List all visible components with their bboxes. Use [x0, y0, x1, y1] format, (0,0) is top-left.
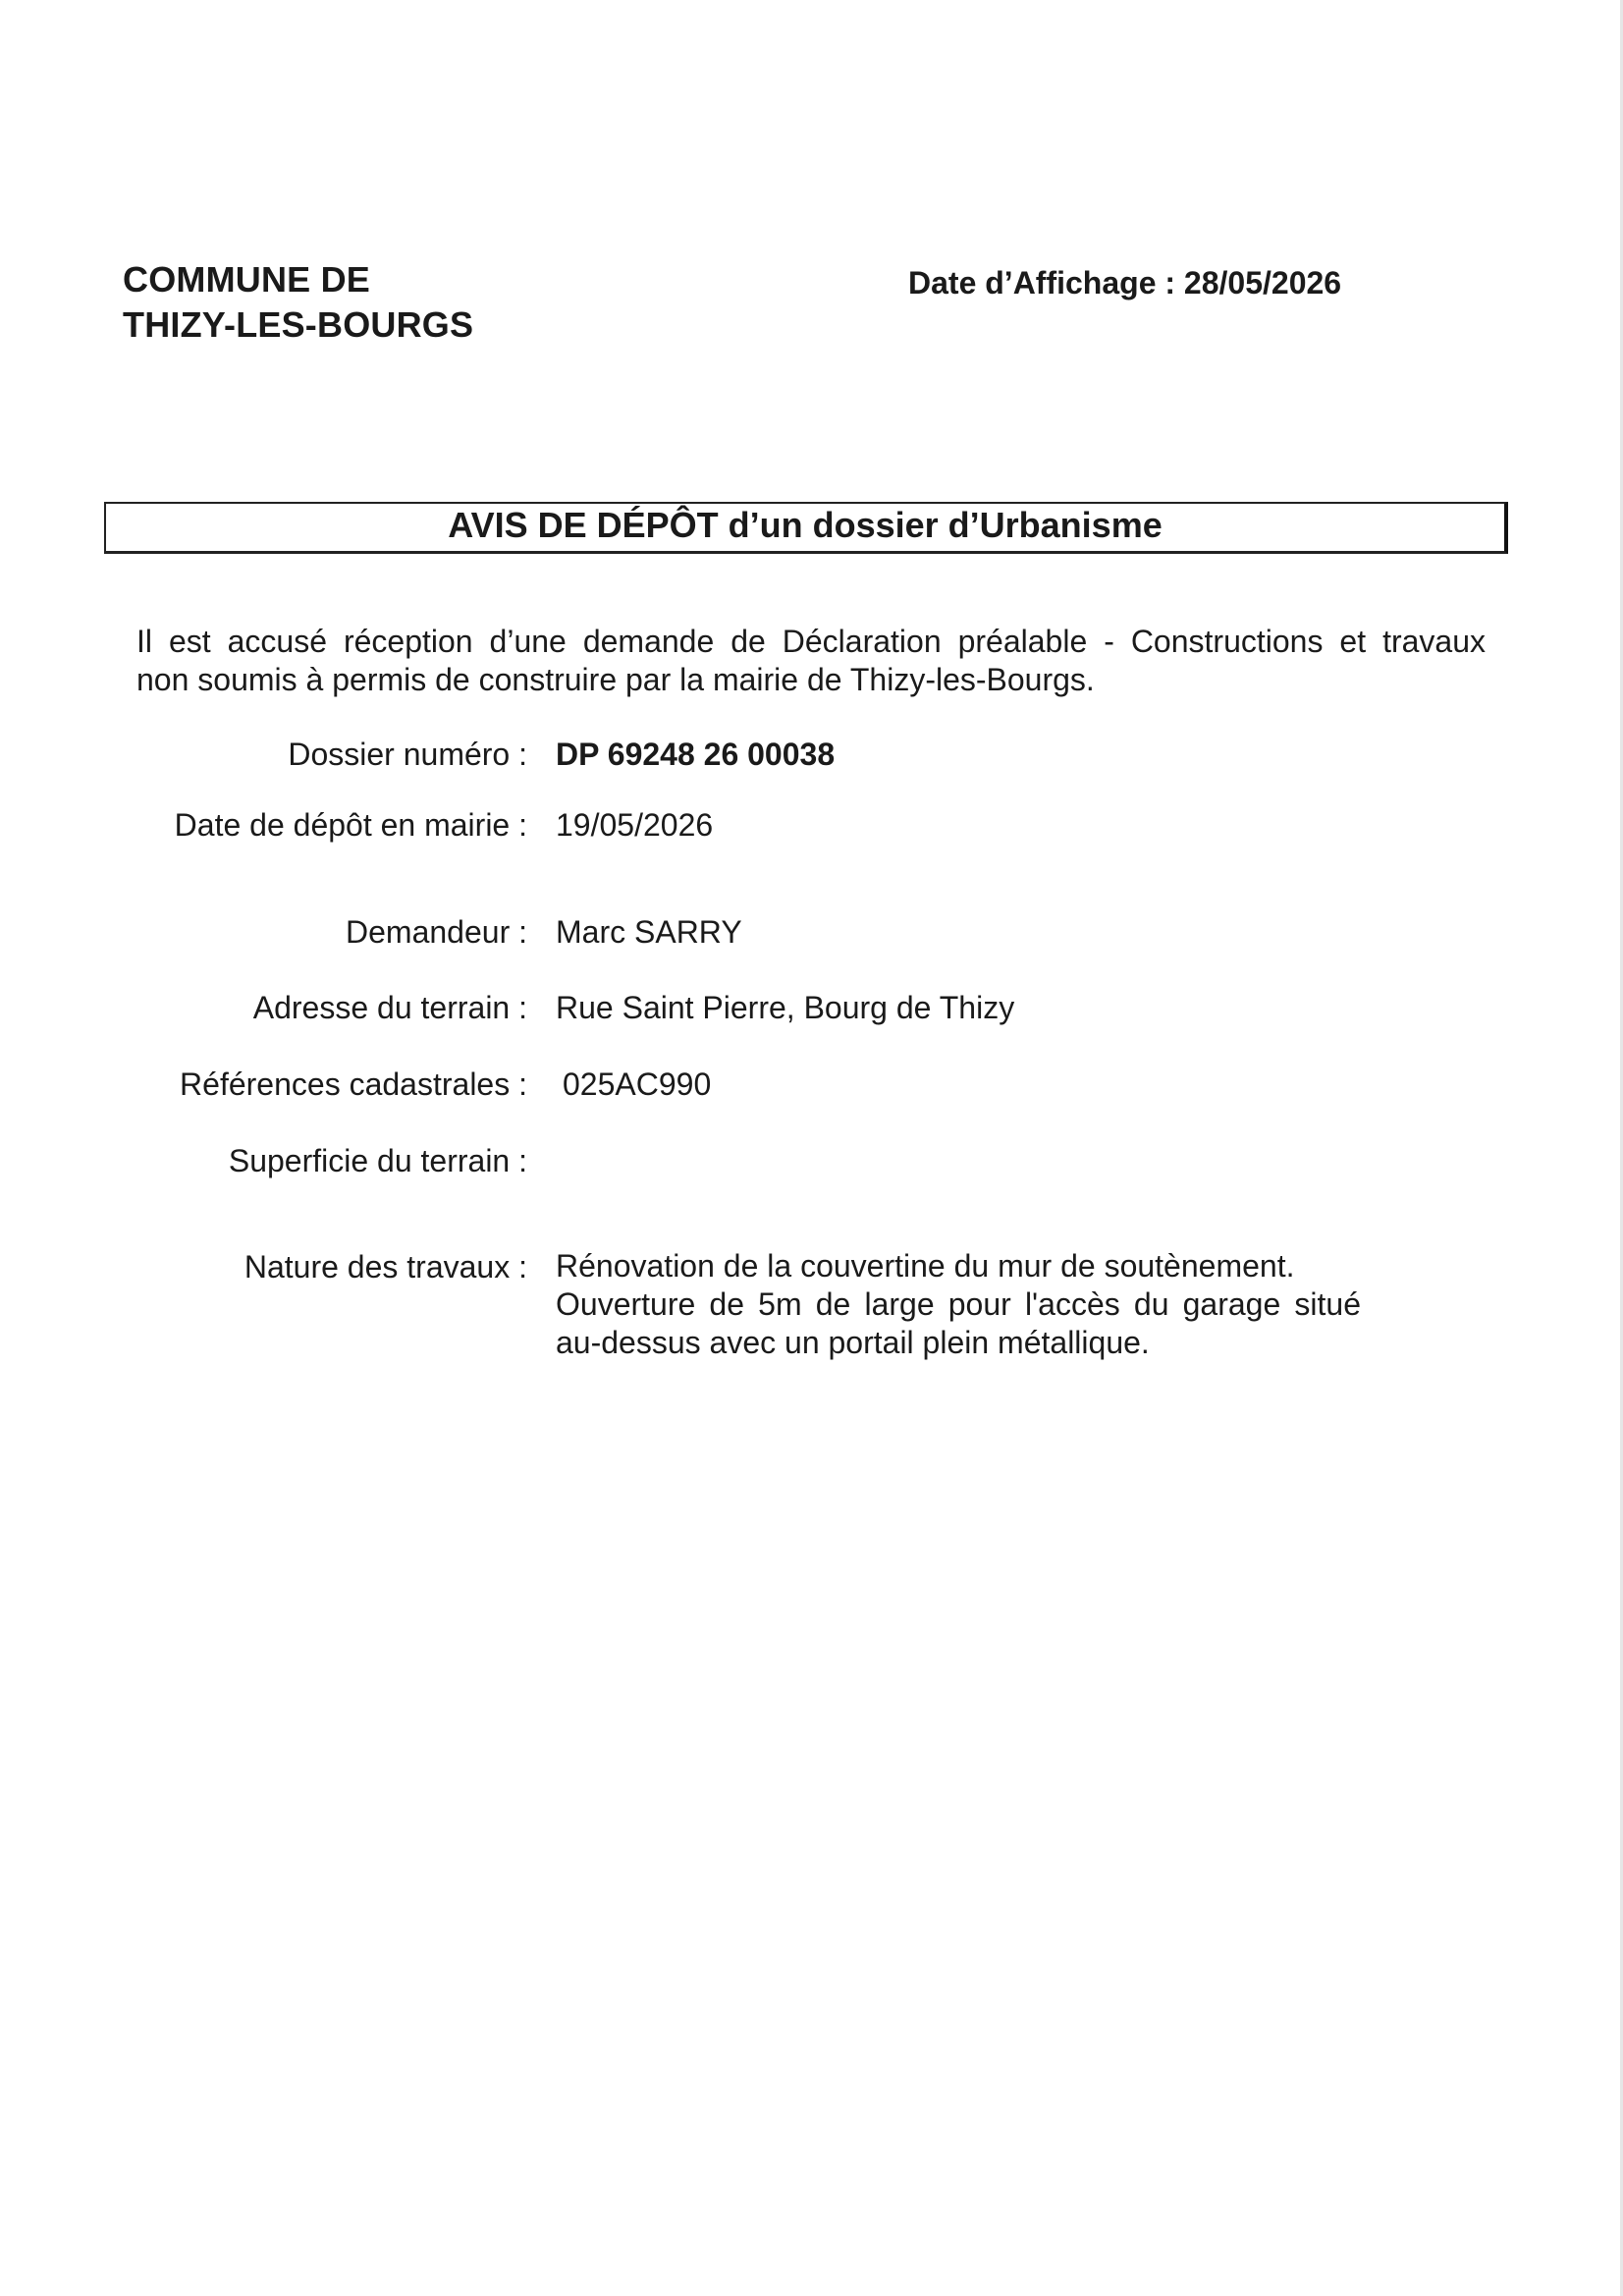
commune-line-2: THIZY-LES-BOURGS [123, 304, 474, 345]
references-value: 025AC990 [563, 1066, 712, 1102]
nature-line-3: au-dessus avec un portail plein métallique. [556, 1325, 1150, 1360]
dossier-label: Dossier numéro : [288, 737, 527, 772]
document-title: AVIS DE DÉPÔT d’un dossier d’Urbanisme [448, 505, 1163, 545]
date-depot-value: 19/05/2026 [556, 807, 714, 843]
demandeur-label: Demandeur : [346, 914, 527, 950]
nature-value [556, 1247, 1361, 1362]
date-depot-label: Date de dépôt en mairie : [174, 807, 527, 843]
date-affichage: Date d’Affichage : 28/05/2026 [908, 265, 1342, 301]
nature-line-2: Ouverture de 5m de large pour l'accès du garage situé [556, 1286, 1361, 1322]
superficie-label: Superficie du terrain : [228, 1143, 527, 1178]
nature-label: Nature des travaux : [243, 1249, 527, 1285]
nature-line-1: Rénovation de la couvertine du mur de soutènement. [556, 1248, 1295, 1284]
commune-line-1: COMMUNE DE [123, 259, 370, 300]
intro-paragraph [136, 623, 1486, 699]
adresse-label: Adresse du terrain : [252, 990, 527, 1025]
intro-line-1: Il est accusé réception d’une demande de Déclaration préalable - Constructions et travaux [136, 624, 1486, 659]
adresse-value: Rue Saint Pierre, Bourg de Thizy [556, 990, 1015, 1025]
commune-header [123, 257, 473, 348]
intro-line-2: non soumis à permis de construire par la mairie de Thizy-les-Bourgs. [136, 662, 1095, 697]
demandeur-value: Marc SARRY [556, 914, 742, 950]
title-box [104, 502, 1508, 554]
dossier-value: DP 69248 26 00038 [556, 737, 836, 772]
references-label: Références cadastrales : [180, 1066, 527, 1102]
